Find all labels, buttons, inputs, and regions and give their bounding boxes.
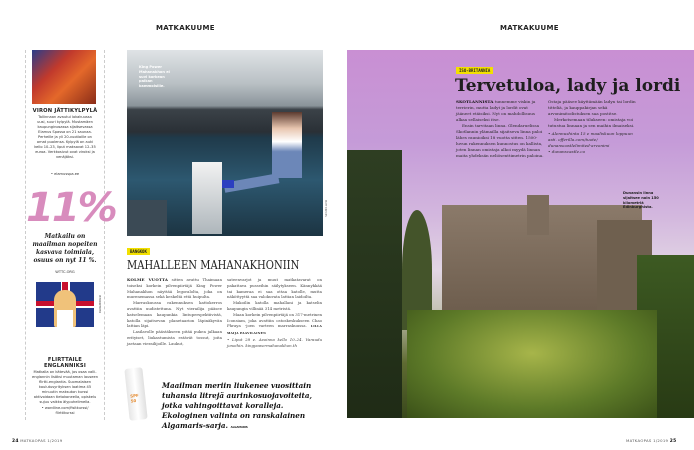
right-link-1[interactable]: • Alennushinta 15 e maaliskuun loppuun asti. offerilla.com/tuote/ dunanscastlelimited-arvonimi: [548, 131, 633, 148]
pull-quote: [162, 381, 322, 433]
castle-caption: Dunansin linna sijaitsee noin 150 kilometriä Edinburghista.: [623, 191, 659, 210]
illustration-credit: ISTOCKPHOTO: [98, 295, 101, 314]
article-col1-p2: Marraskuussa rakennuksen kattokerros avattiin uudistettuna. Nyt vierailija pääsee katselemaan kaupunkia lintuperspektiivistä, katolla sijaitsevan planetaarion läpinäkyvän lattian läpi.: [127, 300, 222, 329]
right-col-2: [548, 99, 640, 155]
section-header-left: MATKAKUUME: [156, 24, 215, 32]
right-lead: SKOTLANNISTA: [456, 99, 494, 104]
sunscreen-bottle: [124, 367, 147, 421]
article-tag: BANGKOK: [127, 248, 150, 255]
article-byline: LILLA MAIJA PAAVILAINEN: [227, 324, 322, 336]
english-title: FLIRTTAILE ENGLANNIKSI: [44, 357, 86, 369]
right-col1-p2: Ensin tarvitaan linna. Glendaruelissa Skotlannin ylämailla sijaitseva linna paloi lähes raunioiksi 18 vuotta sitten. 1500-luvun rakennuksen kunnostus on kallista, joten linnan omistaja alkoi myydä linnan maita yhdeksän neliösenttimetrin paloina.: [456, 123, 544, 158]
sauna-photo: [32, 50, 96, 104]
photo-caption: King Power Mahanakhon ei suvi korkean paikan kammoisille.: [139, 65, 170, 89]
tallinn-title: VIRON JÄTTIKYLPYLÄ: [32, 108, 98, 114]
article-col1-p3: Lasilavolle päästäkseen pitää pukea jalkaan erityiset, liukastumista estävät tossut, joita jaetaan vierailijoille. Laukut,: [127, 329, 222, 346]
page-number-right: 25: [669, 439, 677, 444]
quote-text: Maailman meriin liukenee vuosittain tuhansia litrejä aurinkosuojavoiteita, jotka vahingoittavat koralleja. Ekologinen valinta on ranskalainen Algamaris-sarja.: [162, 381, 313, 430]
folio-right: [626, 438, 677, 444]
stat-value: 11%: [26, 185, 116, 231]
product-label: SPF 50: [129, 392, 139, 404]
section-header-right: MATKAKUUME: [500, 24, 559, 32]
folio-left: [12, 438, 63, 444]
article-info: • Liput 28 e. Avoinna kello 10–24. Varaudu jonoihin. kingpowermahanakhon.th: [227, 336, 322, 348]
right-headline: Tervetuloa, lady ja lordi: [455, 76, 681, 96]
article-headline: MAHALLEEN MAHANAKHONIIN: [127, 257, 300, 272]
magazine-name-left: MATKAOPAS 1/2019: [20, 438, 63, 443]
page-number-left: 24: [12, 439, 19, 444]
sidebar-box: [25, 50, 116, 420]
bangkok-photo: [127, 50, 323, 236]
right-col2-p2: Merkotsemaan tilukseen: omistaja voi tutustua linnaan ja sen maihin ilmaiseksi.: [548, 117, 635, 128]
right-col1-p1: tunnemme viskin ja terrierin, mutta ladyt ja lordit ovat jääneet etäisiksi. Nyt on mahdollisuus alkaa sellaiseksi itse.: [456, 99, 536, 122]
photo-credit: MATT KREOPS: [324, 200, 327, 217]
article-col1-p1: sitten avattu Thaimaan toiseksi korkein pilvenpiirtäjä King Power Mahanakhon näyttää legoralolta, joka on murenemassa sekä keskeltä että huipulta.: [127, 277, 223, 300]
article-col2-p1: sateenvarjot ja muut matkatavarat on pakattava pusseihin säilytykseen. Kännykkää tai kameraa ei saa ottaa katolle, mutta näköttyyttä saa valokuvata lattian laidoilta.: [227, 277, 322, 300]
right-col-1: [456, 99, 544, 159]
right-col2-p1: Ostaja pääsee käyttämään ladyn tai lordin titteliä, ja kauppakirjan sekä arvonimitodistuksen saa postitse.: [548, 99, 636, 116]
article-col-2: [227, 277, 322, 349]
stat-text: Matkailu on maailman nopeiten kasvava toimiala, osuus on nyt 11 %.: [32, 233, 98, 264]
article-col2-p2: Makoilin katolla mahallani ja katselin kaupungin villinää 314 metristä.: [227, 300, 322, 311]
uk-flag-illustration: [36, 282, 94, 327]
article-col-1: [127, 277, 222, 347]
english-link[interactable]: • wordline.com/fisitkurssi/ flirttikurssi: [41, 406, 89, 415]
stat-source: WTTC.ORG: [55, 270, 75, 274]
tallinn-link[interactable]: • elamusspa.ee: [50, 172, 80, 176]
article-lead: KOLME VUOTTA: [127, 277, 169, 282]
right-link-2[interactable]: • dunanscastle.co: [548, 149, 586, 154]
english-text: Matkalla on kätevää, jos osaa valli-englannin lisäksi muutaman lauseen flirtti-englantia. Suomalaisen koulutusyrityksen laatima 45 minuutin maksuton kurssi aktivoidaan tietokoneella, opiskelu sujuu vaikka älypuhelimella.: [32, 370, 98, 404]
article-col2-p3: Maan korkein pilvenpiirtäjä on 317-metrinen Iconsiam, joka avattiin ostoskeskukseen Chao Phraya -joen varteen marraskuussa.: [227, 311, 322, 329]
tallinn-text: Tallinnaan avautui lokakuussa uusi, suuri kylpylä. Mustamäen kaupunginosassa sijaitsevassa Elamus Spassa on 21 saunaa. Perheille ja yli 20-vuotiaille on omat puolensa. Kylpylä on auki kello 10–23, liput maksavat 12–35 euroa. Verkkosivut ovat viroksi ja venäjäksi.: [34, 115, 96, 159]
magazine-name-right: MATKAOPAS 1/2019: [626, 438, 669, 443]
quote-brand: ALGAMARIS: [230, 426, 248, 429]
right-article-tag: ISO-BRITANNIA: [456, 67, 493, 74]
